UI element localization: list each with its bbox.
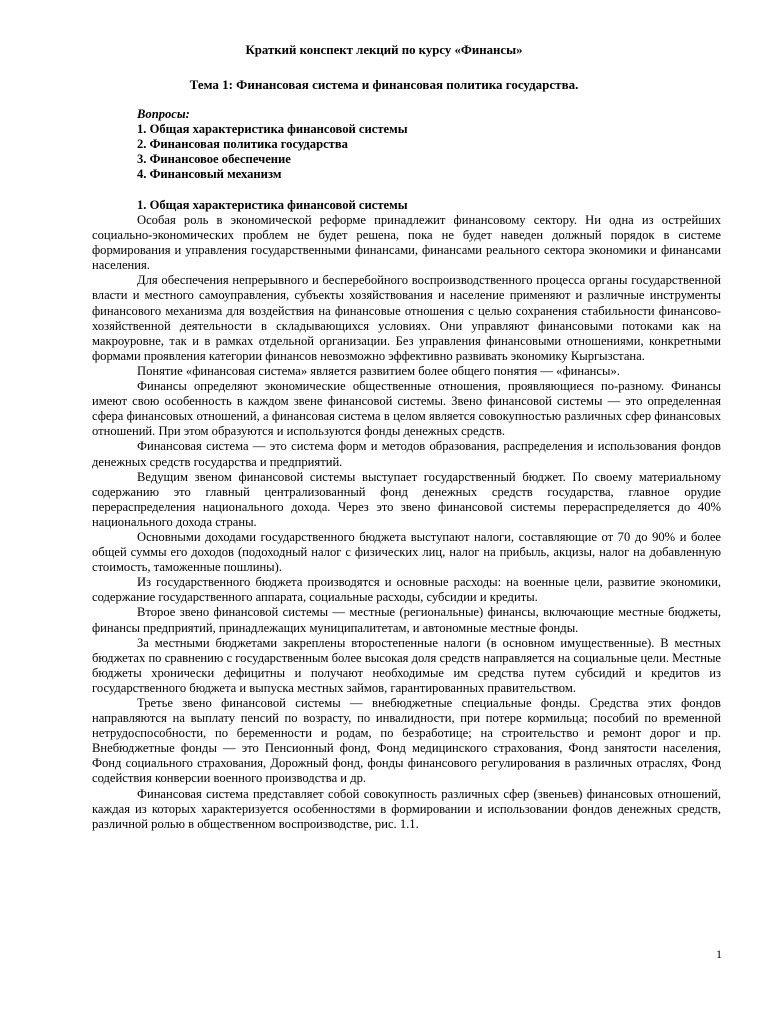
paragraph: Финансы определяют экономические общественные отношения, проявляющиеся по-разному. Финансы имеют свою особенность в каждом звене финансовой системы. Звено финансовой системы — это определенная сфера финансовых отношений, а финансовая система в целом является совокупностью различных сфер финансовых отношений. При этом образуются и используются фонды денежных средств. xyxy=(92,379,721,439)
body-text xyxy=(92,213,721,832)
paragraph: За местными бюджетами закреплены второстепенные налоги (в основном имущественные). В местных бюджетах по сравнению с государственным более высокая доля средств направляется на социальные цели. Местные бюджеты хронически дефицитны и получают необходимые им средства путем субсидий и кредитов из государственного бюджета и выпуска местных займов, гарантированных правительством. xyxy=(92,635,721,695)
paragraph: Понятие «финансовая система» является развитием более общего понятия — «финансы». xyxy=(137,363,620,378)
paragraph: Для обеспечения непрерывного и бесперебойного воспроизводственного процесса органы государственной власти и местного самоуправления, субъекты хозяйствования и население применяют и различные инструменты финансового механизма для воздействия на финансовые отношения с целью сохранения стабильности финансово-хозяйственной деятельности в складывающихся условиях. Они управляют финансовыми потоками как на макроуровне, так и в рамках отдельной организации. Без управления финансовыми отношениями, конкретными формами проявления категории финансов невозможно эффективно развивать экономику Кыргызстана. xyxy=(92,273,721,363)
paragraph: Финансовая система представляет собой совокупность различных сфер (звеньев) финансовых отношений, каждая из которых характеризуется особенностями в формировании и использовании фондов денежных средств, различной ролью в общественном воспроизводстве, рис. 1.1. xyxy=(92,786,721,831)
questions-heading: Вопросы: xyxy=(137,107,190,121)
question-item: 1. Общая характеристика финансовой системы xyxy=(137,122,408,137)
paragraph: Основными доходами государственного бюджета выступают налоги, составляющие от 70 до 90% и более общей суммы его доходов (подоходный налог с физических лиц, налог на прибыль, акцизы, налог на добавленную стоимость, таможенные пошлины). xyxy=(92,529,721,575)
paragraph: Третье звено финансовой системы — внебюджетные специальные фонды. Средства этих фондов направляются на выплату пенсий по возрасту, по инвалидности, при потере кормильца; пособий по временной нетрудоспособности, по беременности и родам, по безработице; на строительство и ремонт дорог и пр. Внебюджетные фонды — это Пенсионный фонд, Фонд медицинского страхования, Фонд занятости населения, Фонд социального страхования, Дорожный фонд, фонды финансового регулирования в различных отраслях, Фонд содействия конверсии военного производства и др. xyxy=(92,696,721,786)
paragraph: Ведущим звеном финансовой системы выступает государственный бюджет. По своему материальному содержанию это главный централизованный фонд денежных средств государства, главное орудие перераспределения национального дохода. Через это звено финансовой системы перераспределяется до 40% национального дохода страны. xyxy=(92,469,721,529)
document-title: Краткий конспект лекций по курсу «Финансы» xyxy=(245,43,523,57)
question-item: 3. Финансовое обеспечение xyxy=(137,152,291,167)
section-heading: 1. Общая характеристика финансовой системы xyxy=(137,198,408,212)
paragraph: Особая роль в экономической реформе принадлежит финансовому сектору. Ни одна из острейших социально-экономических проблем не будет решена, пока не будет наведен должный порядок в системе формирования и управления государственными финансами, финансами реального сектора экономики и финансами населения. xyxy=(92,213,721,273)
questions-list xyxy=(137,107,408,182)
paragraph: Из государственного бюджета производятся и основные расходы: на военные цели, развитие экономики, содержание государственного аппарата, социальные расходы, субсидии и кредиты. xyxy=(92,575,721,605)
paragraph: Финансовая система — это система форм и методов образования, распределения и использования фондов денежных средств государства и предприятий. xyxy=(92,439,721,469)
question-item: 2. Финансовая политика государства xyxy=(137,137,348,152)
paragraph: Второе звено финансовой системы — местные (региональные) финансы, включающие местные бюджеты, финансы предприятий, принадлежащих муниципалитетам, и автономные местные фонды. xyxy=(92,605,721,635)
page-number: 1 xyxy=(716,947,722,961)
topic-title: Тема 1: Финансовая система и финансовая политика государства. xyxy=(189,77,579,92)
question-item: 4. Финансовый механизм xyxy=(137,167,282,182)
